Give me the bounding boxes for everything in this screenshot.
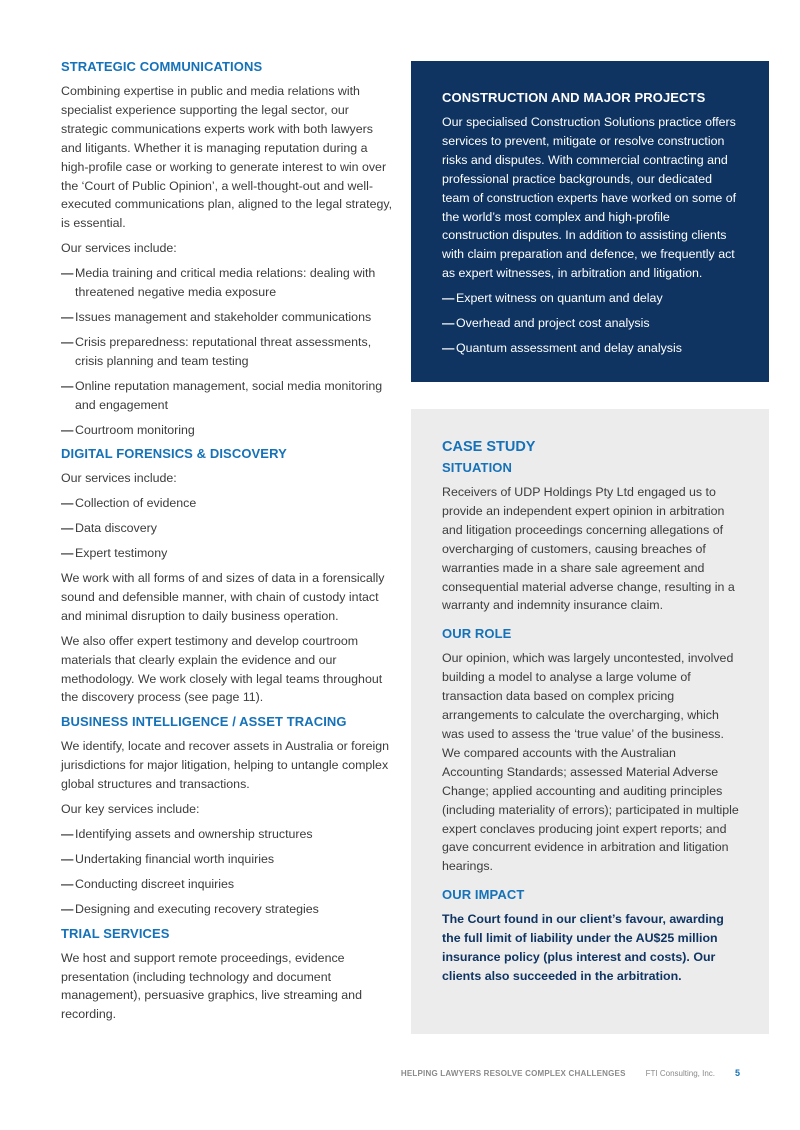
situation-heading: SITUATION	[442, 460, 512, 475]
intelligence-services-list	[61, 825, 396, 919]
situation-paragraph: Receivers of UDP Holdings Pty Ltd engaged us to provide an independent expert opinion in arbitration and litigation proceedings concerning allegations of overcharging of customers, causing breaches of warranties made in a share sale agreement and consequential material adverse change, resulting in a warranty and indemnity insurance claim.	[442, 485, 735, 613]
our-role-paragraph: Our opinion, which was largely uncontested, involved building a model to analyse a large volume of transaction data based on complex pricing arrangements to calculate the overcharging, which was used to assess the ‘true value’ of the business. We compared accounts with the Australian Accounting Standards; assessed Material Adverse Change; applied accounting and auditing principles (including materiality of errors); participated in multiple expert conclaves producing joint expert reports; and gave concurrent evidence in arbitration and litigation hearings.	[442, 651, 739, 874]
trial-services-heading: TRIAL SERVICES	[61, 925, 170, 941]
intelligence-services-intro: Our key services include:	[61, 802, 200, 817]
construction-heading: CONSTRUCTION AND MAJOR PROJECTS	[442, 90, 706, 105]
our-impact-heading: OUR IMPACT	[442, 887, 525, 903]
intelligence-paragraph: We identify, locate and recover assets in Australia or foreign jurisdictions for major litigation, helping to untangle complex global structures and transactions.	[61, 739, 390, 792]
list-item: — Issues management and stakeholder communications	[61, 308, 396, 327]
case-study-heading: CASE STUDY	[442, 439, 536, 455]
list-item: — Overhead and project cost analysis	[442, 314, 739, 333]
list-item: — Quantum assessment and delay analysis	[442, 339, 739, 358]
footer-tagline: HELPING LAWYERS RESOLVE COMPLEX CHALLENGES	[400, 1068, 626, 1078]
list-item: — Conducting discreet inquiries	[61, 875, 396, 894]
list-item: — Expert testimony	[61, 544, 396, 563]
strategic-services-list	[61, 264, 396, 439]
list-item: — Expert witness on quantum and delay	[442, 289, 739, 308]
construction-services-list	[442, 289, 739, 358]
list-item: — Online reputation management, social media monitoring and engagement	[61, 377, 396, 415]
list-item: — Crisis preparedness: reputational threat assessments, crisis planning and team testing	[61, 333, 396, 371]
our-impact-paragraph: The Court found in our client’s favour, awarding the full limit of liability under the AU$25 million insurance policy (plus interest and costs). Our clients also succeeded in the arbitration.	[442, 912, 724, 983]
list-item: — Designing and executing recovery strategies	[61, 900, 396, 919]
our-role-heading: OUR ROLE	[442, 626, 512, 642]
forensics-services-list	[61, 494, 396, 563]
digital-forensics-heading: DIGITAL FORENSICS & DISCOVERY	[61, 446, 287, 462]
forensics-paragraph-1: We work with all forms of and sizes of data in a forensically sound and defensible manner, with chain of custody intact and minimal disruption to daily business operation.	[61, 571, 385, 623]
strategic-services-intro: Our services include:	[61, 241, 177, 256]
left-column	[61, 58, 396, 1030]
forensics-services-intro: Our services include:	[61, 471, 177, 486]
case-study-panel	[411, 409, 769, 1034]
list-item: — Collection of evidence	[61, 494, 396, 513]
list-item: — Media training and critical media relations: dealing with threatened negative media exposure	[61, 264, 396, 302]
page-footer	[401, 1068, 740, 1078]
construction-paragraph: Our specialised Construction Solutions practice offers services to prevent, mitigate or resolve construction risks and disputes. With commercial contracting and professional practice backgrounds, our dedicated team of construction experts have worked on some of the world’s most complex and high-profile construction disputes. In addition to assisting clients with claim preparation and defence, we frequently act as expert witnesses, in arbitration and litigation.	[442, 115, 737, 281]
list-item: — Undertaking financial worth inquiries	[61, 850, 396, 869]
trial-paragraph: We host and support remote proceedings, evidence presentation (including technology and document management), persuasive graphics, live streaming and recording.	[61, 950, 362, 1022]
list-item: — Data discovery	[61, 519, 396, 538]
list-item: — Identifying assets and ownership structures	[61, 825, 396, 844]
forensics-paragraph-2: We also offer expert testimony and develop courtroom materials that clearly explain the evidence and our methodology. We work closely with legal teams throughout the discovery process (see page 11).	[61, 633, 383, 705]
footer-company: FTI Consulting, Inc.	[645, 1068, 715, 1078]
business-intelligence-heading: BUSINESS INTELLIGENCE / ASSET TRACING	[61, 714, 347, 730]
strategic-intro: Combining expertise in public and media relations with specialist experience supporting the legal sector, our strategic communications experts work with both lawyers and litigants. Whether it is managing reputation during a high-profile case or working to generate interest to win over the ‘Court of Public Opinion’, a well-thought-out and well-executed communications plan, aligned to the legal strategy, is essential.	[61, 84, 393, 231]
page-number: 5	[734, 1068, 740, 1078]
strategic-communications-heading: STRATEGIC COMMUNICATIONS	[61, 59, 263, 74]
list-item: — Courtroom monitoring	[61, 421, 396, 440]
construction-panel	[411, 61, 769, 382]
